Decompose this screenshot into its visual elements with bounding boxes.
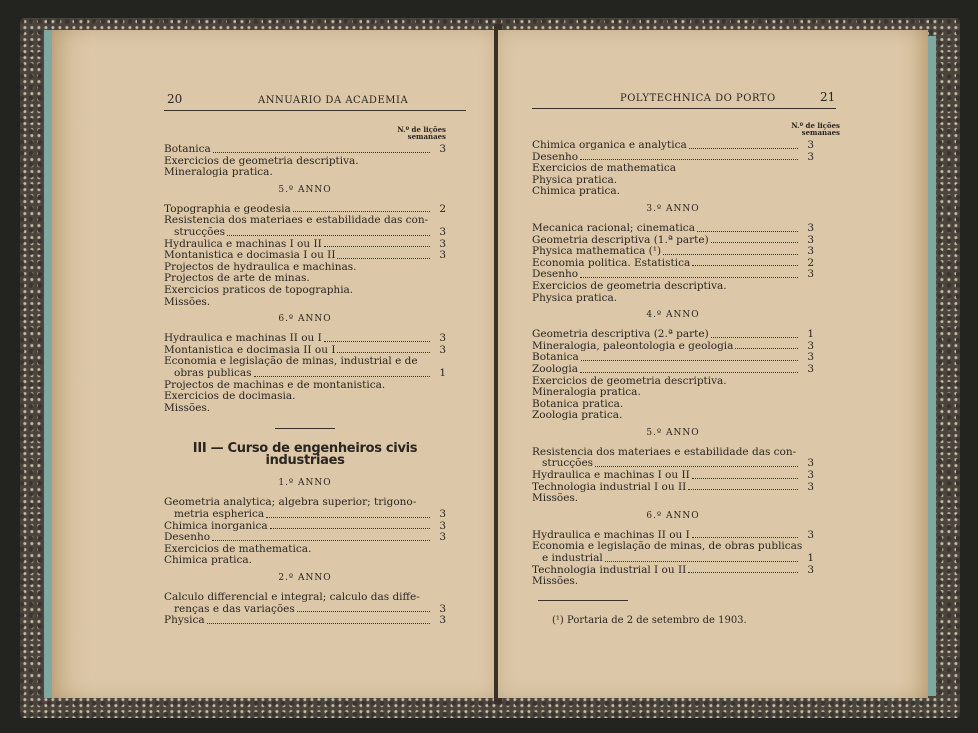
lessons-count: 2: [439, 202, 446, 215]
lessons-count: 3: [807, 268, 814, 281]
page-number-right: 21: [820, 90, 836, 104]
dot-leader: [580, 277, 798, 278]
lessons-count: 3: [807, 233, 814, 246]
lessons-count: 3: [439, 614, 446, 627]
entry-text: Geometria analytica; algebra superior; trigono-: [164, 496, 417, 509]
year-4-entries: [532, 329, 814, 422]
list-item: [532, 364, 814, 376]
dot-leader: [337, 258, 430, 259]
entry-text: Desenho: [532, 268, 579, 281]
lessons-count: 3: [439, 343, 446, 356]
entry-text: Projectos de machinas e de montanistica.: [164, 378, 386, 391]
column-header-left: N.º de lições semanaes: [397, 125, 446, 141]
dot-leader: [270, 528, 430, 529]
entry-text: Missões.: [164, 401, 211, 414]
year-1-title: 1.º ANNO: [278, 478, 332, 489]
dot-leader: [688, 572, 798, 573]
entry-text: Resistencia dos materiaes e estabilidade das con-: [164, 214, 429, 227]
lessons-count: 3: [439, 519, 446, 532]
dot-leader: [711, 242, 798, 243]
entry-text: Botanica: [164, 143, 211, 155]
year-5-title-left: 5.º ANNO: [278, 184, 332, 195]
lessons-count: 3: [807, 362, 814, 375]
dot-leader: [580, 159, 798, 160]
year-2-title: 2.º ANNO: [278, 573, 332, 584]
entry-text: Exercicios de mathematica: [532, 162, 676, 175]
dot-leader: [692, 478, 798, 479]
lessons-count: 3: [807, 351, 814, 364]
entry-text: Exercicios de mathematica.: [164, 542, 312, 555]
entry-text: Physica: [164, 614, 205, 627]
dot-leader: [689, 148, 798, 149]
dot-leader: [580, 372, 798, 373]
list-item: [532, 281, 814, 293]
list-item: [532, 470, 814, 482]
dot-leader: [581, 360, 798, 361]
list-item: [532, 410, 814, 422]
entry-text: renças e das variações: [174, 602, 295, 615]
lessons-count: 3: [439, 602, 446, 615]
list-item: [164, 368, 446, 380]
entry-text: Hydraulica e machinas I ou II: [164, 237, 322, 250]
left-page-content: [164, 126, 446, 627]
lessons-count: 3: [807, 221, 814, 234]
list-item: [532, 553, 814, 565]
dot-leader: [227, 235, 430, 236]
dot-leader: [297, 611, 430, 612]
list-item: [164, 509, 446, 521]
lessons-count: 3: [439, 531, 446, 544]
entry-text: Missões.: [164, 295, 211, 308]
dot-leader: [324, 341, 430, 342]
page-edge-left: [44, 30, 52, 698]
list-item: [164, 227, 446, 239]
entry-text: Chimica pratica.: [532, 185, 621, 198]
footnote-rule: [538, 600, 628, 601]
entry-text: Desenho: [532, 150, 579, 163]
entry-text: Mineralogia pratica.: [532, 386, 641, 399]
lessons-count: 3: [439, 332, 446, 345]
entry-text: Botanica: [532, 351, 579, 364]
entry-text: Chimica pratica.: [164, 554, 253, 567]
year-3-title: 3.º ANNO: [646, 203, 700, 214]
lessons-count: 3: [439, 143, 446, 155]
list-item: [164, 604, 446, 616]
entry-text: metria espherica: [174, 508, 265, 521]
entry-text: Exercicios de geometria descriptiva.: [164, 154, 359, 167]
lessons-count: 1: [807, 328, 814, 341]
entry-text: strucções: [542, 457, 594, 470]
year-6-entries-right: [532, 530, 814, 588]
entry-text: Exercicios praticos de topographia.: [164, 283, 354, 296]
lessons-count: 3: [439, 237, 446, 250]
entry-text: Missões.: [532, 575, 579, 588]
running-header-left: ANNUARIO DA ACADEMIA: [258, 95, 409, 106]
entry-text: Hydraulica e machinas I ou II: [532, 469, 690, 482]
list-item: [532, 186, 814, 198]
dot-leader: [711, 337, 798, 338]
entry-text: Zoologia pratica.: [532, 409, 623, 422]
list-item: [532, 329, 814, 341]
dot-leader: [207, 623, 430, 624]
entry-text: Economia e legislação de minas, de obras publicas: [532, 540, 803, 553]
dot-leader: [337, 352, 430, 353]
page-number-left: 20: [167, 92, 183, 106]
entry-text: Economia e legislação de minas, industrial e de: [164, 355, 418, 368]
entry-text: Physica pratica.: [532, 173, 618, 186]
dot-leader: [212, 540, 430, 541]
dot-leader: [692, 265, 798, 266]
entry-text: e industrial: [542, 552, 603, 565]
year-6-entries-left: [164, 333, 446, 414]
dot-leader: [213, 152, 430, 153]
right-page: [498, 30, 928, 698]
course-heading: III — Curso de engenheiros civis industriaes: [192, 441, 418, 468]
entry-text: Geometria descriptiva (1.ª parte): [532, 233, 709, 246]
list-item: [532, 293, 814, 305]
year-4-title: 4.º ANNO: [646, 310, 700, 321]
list-item: [164, 555, 446, 567]
entry-text: Economia politica. Estatistica: [532, 256, 691, 269]
year-2-entries: [164, 592, 446, 627]
dot-leader: [605, 561, 798, 562]
lessons-count: 3: [807, 563, 814, 576]
dot-leader: [688, 489, 798, 490]
entry-text: Geometria descriptiva (2.ª parte): [532, 328, 709, 341]
entry-text: Topographia e geodesia: [164, 202, 291, 215]
entry-text: Projectos de arte de minas.: [164, 272, 310, 285]
year-5-title-right: 5.º ANNO: [646, 427, 700, 438]
list-item: [532, 140, 814, 152]
dot-leader: [266, 517, 430, 518]
entry-text: Physica mathematica (¹): [532, 245, 662, 258]
lessons-count: 3: [439, 508, 446, 521]
running-header-right: POLYTECHNICA DO PORTO: [620, 93, 776, 104]
lessons-count: 3: [439, 225, 446, 238]
entry-text: Calculo differencial e integral; calculo das diffe-: [164, 591, 420, 604]
list-item: [532, 246, 814, 258]
year-6-title-right: 6.º ANNO: [646, 510, 700, 521]
column-header-right: N.º de lições semanaes: [791, 121, 840, 137]
lessons-count: 3: [439, 249, 446, 262]
entry-text: Hydraulica e machinas II ou I: [164, 332, 322, 345]
dot-leader: [735, 348, 798, 349]
list-item: [164, 333, 446, 345]
list-item: [164, 285, 446, 297]
entry-text: Projectos de hydraulica e machinas.: [164, 260, 357, 273]
lessons-count: 3: [807, 469, 814, 482]
list-item: [164, 592, 446, 604]
dot-leader: [254, 376, 431, 377]
list-item: [164, 403, 446, 415]
entries-top-left: [164, 144, 446, 179]
entries-top-right: [532, 140, 814, 198]
header-rule-right: [532, 108, 836, 109]
entry-text: Exercicios de geometria descriptiva.: [532, 279, 727, 292]
dot-leader: [595, 466, 798, 467]
list-item: [532, 576, 814, 588]
lessons-count: 3: [807, 339, 814, 352]
list-item: [164, 250, 446, 262]
list-item: [164, 167, 446, 179]
dot-leader: [697, 231, 798, 232]
dot-leader: [293, 211, 430, 212]
list-item: [164, 615, 446, 627]
entry-text: Technologia industrial I ou II: [532, 480, 687, 493]
entry-text: Resistencia dos materiaes e estabilidade das con-: [532, 445, 797, 458]
entry-text: Technologia industrial I ou II: [532, 563, 687, 576]
lessons-count: 3: [807, 150, 814, 163]
entry-text: Mineralogia pratica.: [164, 166, 273, 179]
lessons-count: 3: [807, 528, 814, 541]
left-page: [52, 30, 498, 698]
entry-text: Missões.: [532, 492, 579, 505]
lessons-count: 1: [807, 552, 814, 565]
list-item: [164, 144, 446, 156]
lessons-count: 3: [807, 245, 814, 258]
lessons-count: 3: [807, 139, 814, 151]
list-item: [532, 493, 814, 505]
entry-text: strucções: [174, 225, 226, 238]
dot-leader: [663, 254, 798, 255]
lessons-count: 1: [439, 366, 446, 379]
entry-text: Mecanica racional; cinematica: [532, 221, 695, 234]
list-item: [164, 297, 446, 309]
footnote: (¹) Portaria de 2 de setembro de 1903.: [552, 614, 747, 626]
list-item: [532, 387, 814, 399]
entry-text: Exercicios de docimasia.: [164, 390, 296, 403]
list-item: [164, 391, 446, 403]
section-divider: [275, 428, 335, 429]
entry-text: obras publicas: [174, 366, 252, 379]
lessons-count: 2: [807, 256, 814, 269]
list-item: [532, 223, 814, 235]
entry-text: Montanistica e docimasia I ou II: [164, 249, 336, 262]
year-1-entries: [164, 497, 446, 567]
right-page-content: [532, 121, 840, 626]
entry-text: Botanica pratica.: [532, 397, 624, 410]
year-5-entries-right: [532, 447, 814, 505]
entry-text: Mineralogia, paleontologia e geologia: [532, 339, 734, 352]
entry-text: Montanistica e docimasia II ou I: [164, 343, 336, 356]
entry-text: Hydraulica e machinas II ou I: [532, 528, 690, 541]
entry-text: Zoologia: [532, 362, 578, 375]
lessons-count: 3: [807, 457, 814, 470]
header-rule-left: [164, 110, 466, 111]
year-5-entries-left: [164, 204, 446, 308]
lessons-count: 3: [807, 480, 814, 493]
entry-text: Chimica inorganica: [164, 519, 268, 532]
year-3-entries: [532, 223, 814, 304]
dot-leader: [692, 537, 798, 538]
dot-leader: [324, 246, 430, 247]
entry-text: Exercicios de geometria descriptiva.: [532, 374, 727, 387]
year-6-title-left: 6.º ANNO: [278, 314, 332, 325]
entry-text: Chimica organica e analytica: [532, 139, 687, 151]
entry-text: Physica pratica.: [532, 291, 618, 304]
entry-text: Desenho: [164, 531, 211, 544]
